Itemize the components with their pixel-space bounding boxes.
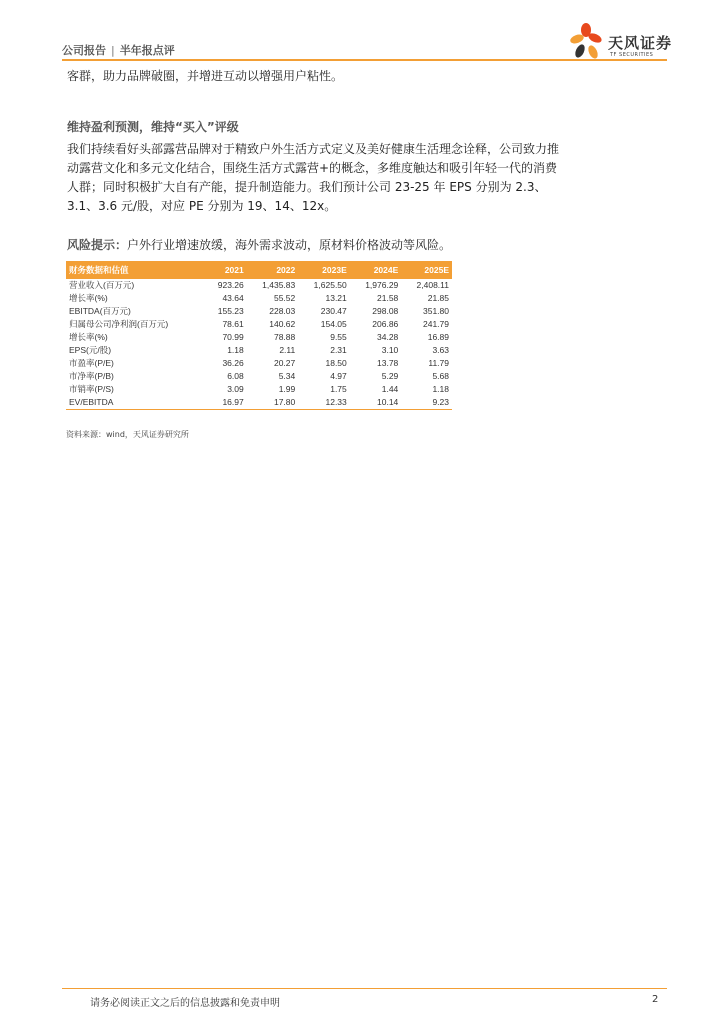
table-row bbox=[66, 305, 452, 318]
category-label: 公司报告 bbox=[62, 44, 106, 57]
row-label: 增长率(%) bbox=[69, 293, 108, 303]
table-cell: 2.31 bbox=[330, 345, 347, 355]
table-cell: 206.86 bbox=[372, 319, 399, 329]
table-cell: 2,408.11 bbox=[416, 280, 449, 290]
table-cell: 3.63 bbox=[432, 345, 449, 355]
table-cell: 230.47 bbox=[320, 306, 347, 316]
risk-text: 户外行业增速放缓，海外需求波动，原材料价格波动等风险。 bbox=[127, 238, 452, 252]
risk-warning bbox=[67, 236, 587, 255]
table-cell: 2.11 bbox=[279, 345, 296, 355]
table-header-cell: 2022 bbox=[276, 265, 296, 275]
row-label: 市销率(P/S) bbox=[69, 384, 114, 394]
table-cell: 923.26 bbox=[217, 280, 244, 290]
table-cell: 13.78 bbox=[377, 358, 399, 368]
table-cell: 70.99 bbox=[222, 332, 244, 342]
footer-disclaimer: 请务必阅读正文之后的信息披露和免责申明 bbox=[90, 998, 280, 1009]
table-cell: 78.88 bbox=[273, 332, 296, 342]
table-cell: 1.44 bbox=[381, 384, 399, 394]
table-cell: 18.50 bbox=[325, 358, 347, 368]
table-cell: 3.09 bbox=[227, 384, 244, 394]
table-cell: 21.85 bbox=[427, 293, 449, 303]
row-label: EV/EBITDA bbox=[66, 396, 205, 410]
table-cell: 1.18 bbox=[227, 345, 244, 355]
table-cell: 16.97 bbox=[205, 396, 247, 410]
table-cell: 34.28 bbox=[377, 332, 399, 342]
section-heading: 维持盈利预测，维持“买入”评级 bbox=[67, 120, 239, 134]
table-cell: 16.89 bbox=[427, 332, 449, 342]
table-cell: 1,976.29 bbox=[365, 280, 399, 290]
paragraph-continued: 客群，助力品牌破圈，并增进互动以增强用户粘性。 bbox=[67, 69, 344, 83]
footer-divider bbox=[62, 988, 667, 989]
table-cell: 298.08 bbox=[372, 306, 399, 316]
table-cell: 228.03 bbox=[269, 306, 296, 316]
table-cell: 351.80 bbox=[423, 306, 449, 316]
table-header-cell: 2021 bbox=[224, 265, 244, 275]
row-label: 归属母公司净利润(百万元) bbox=[69, 319, 169, 329]
table-cell: 3.10 bbox=[381, 345, 399, 355]
table-cell: 78.61 bbox=[222, 319, 244, 329]
table-row bbox=[66, 357, 452, 370]
logo-subtext: TF SECURITIES bbox=[610, 52, 654, 58]
table-cell: 6.08 bbox=[227, 371, 244, 381]
table-cell: 9.55 bbox=[330, 332, 347, 342]
table-cell: 140.62 bbox=[269, 319, 296, 329]
table-cell: 21.58 bbox=[377, 293, 399, 303]
table-cell: 11.79 bbox=[428, 358, 449, 368]
table-cell: 5.29 bbox=[381, 371, 399, 381]
risk-label: 风险提示： bbox=[67, 238, 128, 252]
table-row bbox=[66, 318, 452, 331]
table-source-note: 资料来源：wind，天风证券研究所 bbox=[66, 430, 189, 439]
table-cell: 36.26 bbox=[222, 358, 244, 368]
table-header-cell: 2024E bbox=[373, 265, 399, 275]
table-cell: 5.68 bbox=[432, 371, 449, 381]
table-row bbox=[66, 344, 452, 357]
table-cell: 1,435.83 bbox=[262, 280, 296, 290]
table-cell: 1.99 bbox=[278, 384, 296, 394]
company-logo bbox=[570, 22, 680, 62]
row-label: EBITDA(百万元) bbox=[69, 306, 131, 316]
table-header-cell: 2023E bbox=[322, 265, 347, 275]
table-cell: 20.27 bbox=[273, 358, 296, 368]
table-cell: 1.75 bbox=[330, 384, 347, 394]
report-category bbox=[62, 42, 175, 58]
table-cell: 5.34 bbox=[278, 371, 296, 381]
table-row bbox=[66, 396, 452, 410]
row-label: 营业收入(百万元) bbox=[69, 280, 135, 290]
table-cell: 43.64 bbox=[222, 293, 244, 303]
financial-table bbox=[66, 261, 452, 410]
category-separator: | bbox=[111, 44, 115, 57]
table-cell: 155.23 bbox=[217, 306, 244, 316]
row-label: EPS(元/股) bbox=[69, 345, 112, 355]
table-cell: 154.05 bbox=[320, 319, 347, 329]
table-cell: 17.80 bbox=[247, 396, 299, 410]
table-row bbox=[66, 383, 452, 396]
table-row bbox=[66, 370, 452, 383]
paragraph-forecast: 我们持续看好头部露营品牌对于精致户外生活方式定义及美好健康生活理念诠释，公司致力推动露营文化和多元文化结合，围绕生活方式露营+的概念，多维度触达和吸引年轻一代的消费人群；同时积极扩大自有产能，提升制造能力。我们预计公司 23-25 年 EPS 分别为 2.3、3.1、3.6 元/股，对应 PE 分别为 19、14、12x。 bbox=[67, 142, 560, 213]
flower-logo-icon bbox=[570, 22, 606, 62]
page-number: 2 bbox=[652, 994, 659, 1005]
row-label: 市盈率(P/E) bbox=[69, 358, 114, 368]
row-label: 市净率(P/B) bbox=[69, 371, 114, 381]
table-cell: 1,625.50 bbox=[313, 280, 347, 290]
table-row bbox=[66, 279, 452, 292]
row-label: 增长率(%) bbox=[69, 332, 108, 342]
header-divider bbox=[62, 59, 667, 61]
table-cell: 1.18 bbox=[432, 384, 449, 394]
table-header-cell: 财务数据和估值 bbox=[69, 265, 129, 275]
table-cell: 4.97 bbox=[330, 371, 347, 381]
subcategory-label: 半年报点评 bbox=[119, 44, 175, 57]
table-header-cell: 2025E bbox=[424, 265, 449, 275]
table-cell: 12.33 bbox=[298, 396, 350, 410]
table-cell: 10.14 bbox=[350, 396, 402, 410]
logo-text: 天风证券 bbox=[608, 34, 673, 52]
table-cell: 9.23 bbox=[401, 396, 452, 410]
table-cell: 13.21 bbox=[325, 293, 347, 303]
table-row bbox=[66, 331, 452, 344]
table-header-row bbox=[66, 261, 452, 279]
table-cell: 55.52 bbox=[273, 293, 296, 303]
table-row bbox=[66, 292, 452, 305]
table-cell: 241.79 bbox=[423, 319, 449, 329]
